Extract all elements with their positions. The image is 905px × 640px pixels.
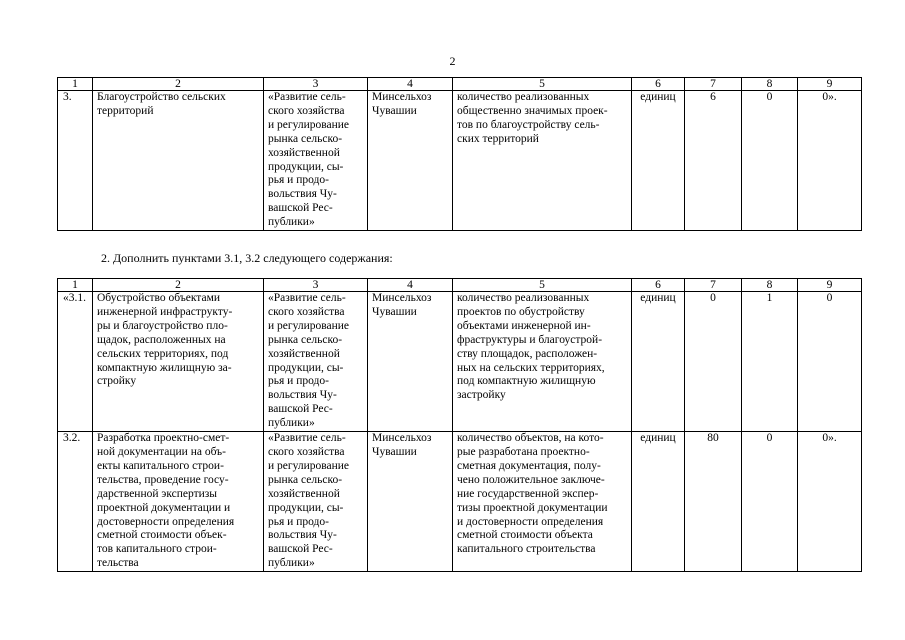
responsible-executor-line: Чувашии <box>372 445 417 458</box>
program-name-line: рынка сельско- <box>268 132 343 145</box>
program-name-line: ского хозяйства <box>268 305 345 318</box>
unit-of-measure: единиц <box>632 432 685 572</box>
measure-name-line: тельства <box>97 557 139 570</box>
responsible-executor <box>368 292 453 432</box>
measure-name-line: достоверности определения <box>97 515 235 528</box>
program-name-line: вольствия Чу- <box>268 529 337 542</box>
program-name-line: продукции, сы- <box>268 501 344 514</box>
indicator-name-line: сметная документация, полу- <box>457 459 601 472</box>
measure-name <box>93 432 264 572</box>
program-name-line: «Развитие сель- <box>268 91 346 103</box>
program-name-line: хозяйственной <box>268 347 340 360</box>
program-name-line: «Развитие сель- <box>268 432 346 445</box>
value-col-9: 0». <box>798 432 862 572</box>
responsible-executor-line: Чувашии <box>372 305 417 318</box>
program-name-line: рынка сельско- <box>268 473 343 486</box>
measure-name-line: инженерной инфраструкту- <box>97 305 233 318</box>
column-header: 9 <box>798 78 862 91</box>
column-header: 5 <box>453 279 632 292</box>
indicator-name-line: тов по благоустройству сель- <box>457 118 600 131</box>
column-header: 7 <box>685 279 742 292</box>
value-col-9: 0 <box>798 292 862 432</box>
indicator-name-line: тизы проектной документации <box>457 501 608 514</box>
column-header: 5 <box>453 78 632 91</box>
indicator-name-line: и достоверности определения <box>457 515 604 528</box>
measure-name-line: Благоустройство сельских <box>97 91 226 103</box>
program-name-line: и регулирование <box>268 319 350 332</box>
program-name-line: рья и продо- <box>268 174 329 187</box>
column-header-row <box>58 279 862 292</box>
amendment-instruction: 2. Дополнить пунктами 3.1, 3.2 следующего содержания: <box>101 251 393 265</box>
item-number: «3.1. <box>58 292 93 432</box>
measure-name-line: тов капитального строи- <box>97 543 217 556</box>
column-header: 6 <box>632 78 685 91</box>
table-row <box>58 432 862 572</box>
responsible-executor-line: Минсельхоз <box>372 91 432 103</box>
responsible-executor-line: Минсельхоз <box>372 292 432 304</box>
program-name-line: публики» <box>268 417 315 430</box>
program-name-line: продукции, сы- <box>268 361 344 374</box>
program-name-line: вашской Рес- <box>268 202 333 215</box>
measure-name-line: компактную жилищную за- <box>97 361 232 374</box>
indicator-name-line: количество объектов, на кото- <box>457 432 604 445</box>
indicator-name-line: фраструктуры и благоустрой- <box>457 333 603 346</box>
program-name-line: публики» <box>268 557 315 570</box>
measure-name-line: дарственной экспертизы <box>97 487 218 500</box>
program-name-line: «Развитие сель- <box>268 292 346 304</box>
program-name <box>264 91 368 231</box>
measure-name-line: сельских территориях, под <box>97 347 229 360</box>
measure-name-line: щадок, расположенных на <box>97 333 226 346</box>
measure-name-line: проектной документации и <box>97 501 231 514</box>
program-name-line: публики» <box>268 216 315 229</box>
indicator-name-line: объектами инженерной ин- <box>457 319 591 332</box>
column-header: 1 <box>58 279 93 292</box>
program-name-line: продукции, сы- <box>268 160 344 173</box>
column-header: 3 <box>264 279 368 292</box>
program-name-line: рынка сельско- <box>268 333 343 346</box>
indicator-name-line: ству площадок, расположен- <box>457 347 598 360</box>
unit-of-measure: единиц <box>632 292 685 432</box>
program-name-line: вашской Рес- <box>268 543 333 556</box>
measure-name <box>93 91 264 231</box>
indicator-name-line: количество реализованных <box>457 292 590 304</box>
value-col-7: 80 <box>685 432 742 572</box>
indicator-name <box>453 432 632 572</box>
responsible-executor-line: Минсельхоз <box>372 432 432 445</box>
program-name-line: рья и продо- <box>268 515 329 528</box>
indicators-table-added <box>57 278 862 572</box>
measure-name-line: Обустройство объектами <box>97 292 221 304</box>
program-name-line: вольствия Чу- <box>268 188 337 201</box>
column-header: 2 <box>93 279 264 292</box>
measure-name <box>93 292 264 432</box>
program-name-line: вольствия Чу- <box>268 389 337 402</box>
indicator-name-line: застройку <box>457 389 506 402</box>
program-name-line: ского хозяйства <box>268 104 345 117</box>
column-header: 4 <box>368 279 453 292</box>
column-header: 2 <box>93 78 264 91</box>
indicator-name-line: рые разработана проектно- <box>457 445 590 458</box>
measure-name-line: сметной стоимости объек- <box>97 529 227 542</box>
responsible-executor <box>368 91 453 231</box>
program-name-line: хозяйственной <box>268 487 340 500</box>
measure-name-line: Разработка проектно-смет- <box>97 432 230 445</box>
unit-of-measure: единиц <box>632 91 685 231</box>
indicator-name-line: капитального строительства <box>457 543 596 556</box>
column-header: 9 <box>798 279 862 292</box>
indicator-name-line: количество реализованных <box>457 91 590 103</box>
column-header-row <box>58 78 862 91</box>
measure-name-line: территорий <box>97 104 154 117</box>
measure-name-line: стройку <box>97 375 137 388</box>
column-header: 3 <box>264 78 368 91</box>
value-col-8: 0 <box>742 432 798 572</box>
measure-name-line: екты капитального строи- <box>97 459 224 472</box>
column-header: 4 <box>368 78 453 91</box>
program-name-line: рья и продо- <box>268 375 329 388</box>
program-name-line: ского хозяйства <box>268 445 345 458</box>
indicator-name-line: под компактную жилищную <box>457 375 596 388</box>
measure-name-line: тельства, проведение госу- <box>97 473 229 486</box>
column-header: 7 <box>685 78 742 91</box>
program-name-line: и регулирование <box>268 118 350 131</box>
responsible-executor <box>368 432 453 572</box>
indicator-name-line: ских территорий <box>457 132 539 145</box>
indicator-name-line: сметной стоимости объекта <box>457 529 593 542</box>
measure-name-line: ры и благоустройство пло- <box>97 319 228 332</box>
program-name <box>264 292 368 432</box>
table-row <box>58 292 862 432</box>
value-col-9: 0». <box>798 91 862 231</box>
indicator-name <box>453 91 632 231</box>
measure-name-line: ной документации на объ- <box>97 445 226 458</box>
indicator-name-line: общественно значимых проек- <box>457 104 608 117</box>
column-header: 8 <box>742 78 798 91</box>
value-col-8: 0 <box>742 91 798 231</box>
column-header: 8 <box>742 279 798 292</box>
item-number: 3. <box>58 91 93 231</box>
indicator-name-line: ных на сельских территориях, <box>457 361 605 374</box>
indicator-name <box>453 292 632 432</box>
program-name-line: хозяйственной <box>268 146 340 159</box>
responsible-executor-line: Чувашии <box>372 104 417 117</box>
indicators-table-existing <box>57 77 862 231</box>
column-header: 6 <box>632 279 685 292</box>
program-name <box>264 432 368 572</box>
indicator-name-line: проектов по обустройству <box>457 305 585 318</box>
program-name-line: вашской Рес- <box>268 403 333 416</box>
value-col-7: 0 <box>685 292 742 432</box>
column-header: 1 <box>58 78 93 91</box>
indicator-name-line: ние государственной экспер- <box>457 487 599 500</box>
indicator-name-line: чено положительное заключе- <box>457 473 605 486</box>
value-col-8: 1 <box>742 292 798 432</box>
item-number: 3.2. <box>58 432 93 572</box>
page-number: 2 <box>449 54 456 68</box>
program-name-line: и регулирование <box>268 459 350 472</box>
table-row <box>58 91 862 231</box>
value-col-7: 6 <box>685 91 742 231</box>
